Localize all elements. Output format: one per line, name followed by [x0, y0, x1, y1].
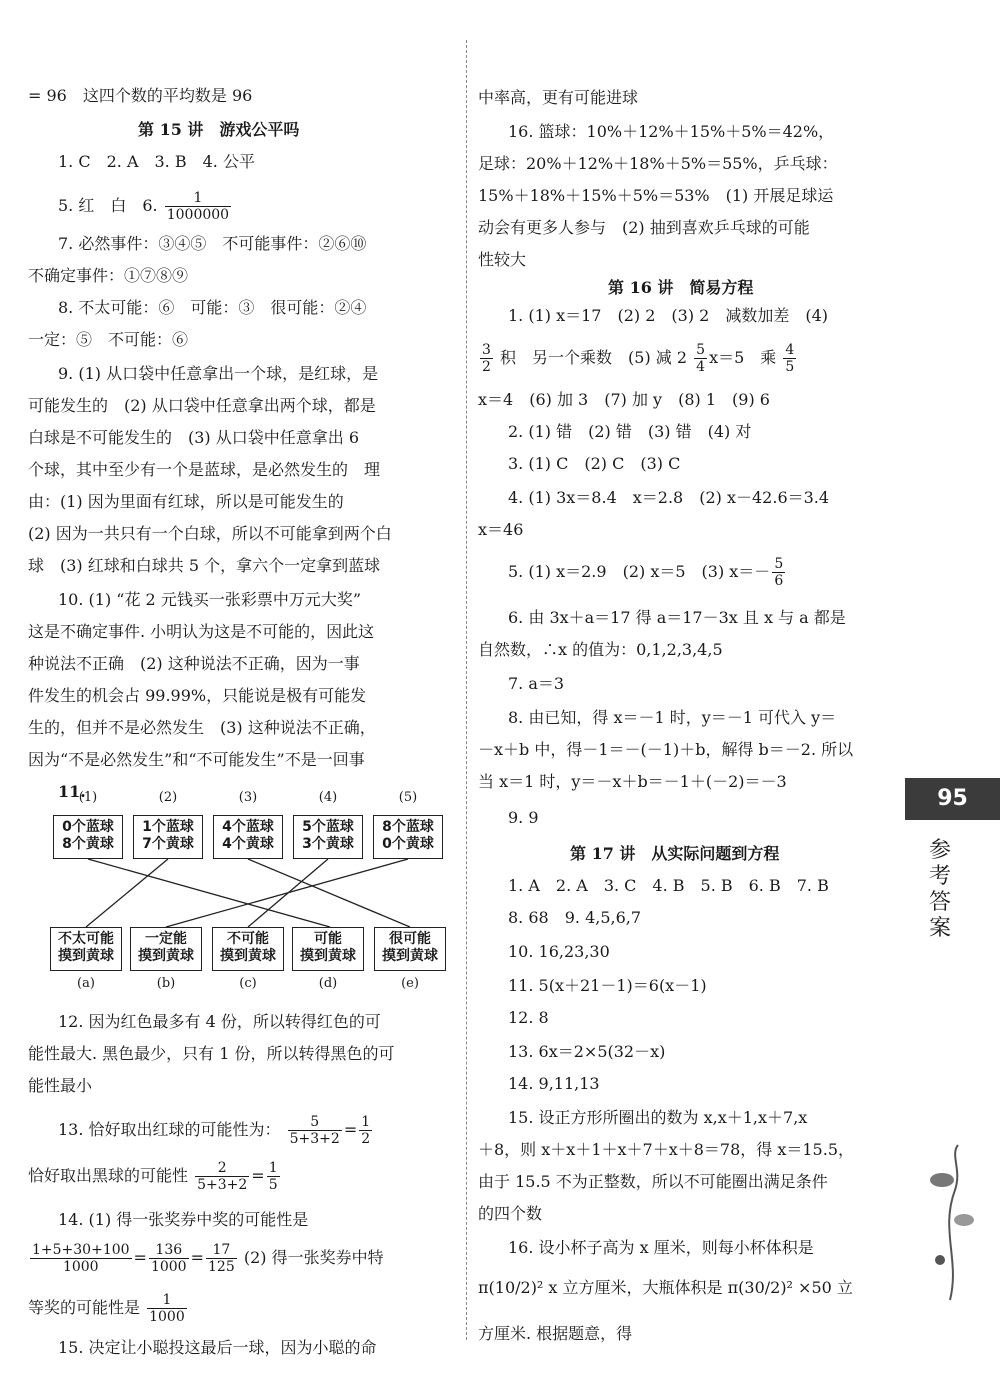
answer-13b [28, 1160, 282, 1193]
top-label: (1) [78, 790, 98, 805]
connector-2-a [86, 859, 168, 927]
bottom-box [50, 927, 122, 971]
top-label: (5) [398, 790, 418, 805]
numerator: 1 [268, 1160, 278, 1176]
side-label: 参考答案 [928, 838, 951, 941]
bottom-label: (b) [156, 976, 176, 991]
fraction [772, 556, 785, 589]
numerator: 1 [361, 1114, 371, 1130]
answer-10d: 件发生的机会占 99.99%，只能说是极有可能发 [28, 686, 367, 705]
bottom-label: (d) [318, 976, 338, 991]
answer-c15b: ＋8，则 x＋x＋1＋x＋7＋x＋8＝78，得 x＝15.5， [478, 1140, 854, 1159]
answer-9e: 由：(1) 因为里面有红球，所以是可能发生的 [28, 492, 344, 511]
answer-c11: 11. 5(x＋21－1)＝6(x－1) [508, 976, 707, 995]
answer-13a [58, 1114, 374, 1147]
answer-16b: 足球：20%＋12%＋18%＋5%＝55%，乒乓球： [478, 154, 838, 173]
box-line: 3个黄球 [302, 836, 354, 852]
box-line: 1个蓝球 [142, 819, 194, 835]
answer-9g: 球 (3) 红球和白球共 5 个，拿六个一定拿到蓝球 [28, 556, 381, 575]
answer-c10: 10. 16,23,30 [508, 942, 610, 961]
denominator: 5 [785, 359, 795, 375]
answer-12c: 能性最小 [28, 1076, 93, 1095]
equals: = [190, 1248, 204, 1267]
box-line: 摸到黄球 [58, 948, 114, 964]
fraction [267, 1160, 280, 1193]
top-box [213, 815, 283, 859]
answer-text: 等奖的可能性是 [28, 1298, 141, 1317]
answer-text: 积 另一个乘数 (5) 减 2 [500, 348, 688, 367]
answer-c15c: 由于 15.5 不为正整数，所以不可能圈出满足条件 [478, 1172, 828, 1191]
equals: = [343, 1120, 358, 1139]
fraction [206, 1242, 237, 1275]
fraction [147, 1292, 187, 1325]
box-line: 不可能 [227, 931, 269, 947]
box-line: 可能 [314, 931, 342, 947]
answer-c1: 1. A 2. A 3. C 4. B 5. B 6. B 7. B [508, 876, 829, 895]
answer-b8b: －x＋b 中，得－1＝－(－1)＋b，解得 b＝－2. 所以 [478, 740, 854, 759]
answer-b6b: 自然数，∴x 的值为：0,1,2,3,4,5 [478, 640, 723, 659]
fraction [195, 1160, 249, 1193]
answer-10a: 10. (1) “花 2 元钱买一张彩票中万元大奖” [58, 590, 361, 609]
connector-5-b [166, 859, 408, 927]
answer-c16a: 16. 设小杯子高为 x 厘米，则每小杯体积是 [508, 1238, 814, 1257]
answer-8b: 一定：⑤ 不可能：⑥ [28, 330, 189, 349]
top-label: (2) [158, 790, 178, 805]
box-line: 一定能 [145, 931, 187, 947]
top-box [53, 815, 123, 859]
top-box [373, 815, 443, 859]
box-line: 不太可能 [58, 931, 114, 947]
answer-b8a: 8. 由已知，得 x＝－1 时，y＝－1 可代入 y＝ [508, 708, 837, 727]
page-number-tab: 95 [905, 778, 1000, 820]
answer-14a: 14. (1) 得一张奖券中奖的可能性是 [58, 1210, 309, 1229]
box-line: 4个蓝球 [222, 819, 274, 835]
equals: = [251, 1166, 265, 1185]
answer-16c: 15%＋18%＋15%＋5%＝53% (1) 开展足球运 [478, 186, 834, 205]
denominator: 2 [361, 1131, 371, 1147]
answer-b1a: 1. (1) x＝17 (2) 2 (3) 2 减数加差 (4) [508, 306, 829, 325]
numerator: 1 [147, 1292, 187, 1309]
section-title-15: 第 15 讲 游戏公平吗 [138, 120, 300, 139]
answer-c13: 13. 6x＝2×5(32－x) [508, 1042, 666, 1061]
denominator: 5+3+2 [197, 1177, 248, 1193]
answer-b3: 3. (1) C (2) C (3) C [508, 454, 681, 473]
box-line: 很可能 [389, 931, 431, 947]
answer-b1b [478, 342, 798, 375]
numerator: 1+5+30+100 [32, 1242, 130, 1258]
answer-8a: 8. 不太可能：⑥ 可能：③ 很可能：②④ [58, 298, 367, 317]
top-label: (3) [238, 790, 258, 805]
answer-9a: 9. (1) 从口袋中任意拿出一个球，是红球，是 [58, 364, 379, 383]
numerator: 5 [696, 342, 706, 358]
numerator: 1 [165, 190, 231, 207]
denominator: 4 [696, 359, 706, 375]
answer-10b: 这是不确定事件. 小明认为这是不可能的，因此这 [28, 622, 375, 641]
fraction [165, 190, 231, 223]
answer-9f: (2) 因为一共只有一个白球，所以不可能拿到两个白 [28, 524, 392, 543]
numerator: 2 [195, 1160, 249, 1177]
box-line: 5个蓝球 [302, 819, 354, 835]
answer-10f: 因为“不是必然发生”和“不可能发生”不是一回事 [28, 750, 365, 769]
answer-1-4: 1. C 2. A 3. B 4. 公平 [58, 152, 255, 171]
answer-10c: 种说法不正确 (2) 这种说法不正确，因为一事 [28, 654, 360, 673]
numerator: 4 [785, 342, 795, 358]
fraction [359, 1114, 372, 1147]
answer-5-6 [58, 190, 233, 223]
fraction [288, 1114, 342, 1147]
top-label: (4) [318, 790, 338, 805]
equals: = [133, 1248, 147, 1267]
answer-c14: 14. 9,11,13 [508, 1074, 600, 1093]
answer-16a: 16. 篮球：10%＋12%＋15%＋5%＝42%， [508, 122, 835, 141]
answer-c12: 12. 8 [508, 1008, 549, 1027]
bottom-box [212, 927, 284, 971]
denominator: 6 [774, 573, 784, 589]
answer-b2: 2. (1) 错 (2) 错 (3) 错 (4) 对 [508, 422, 752, 441]
answer-b1c: x＝4 (6) 加 3 (7) 加 y (8) 1 (9) 6 [478, 390, 770, 409]
numerator: 3 [482, 342, 491, 358]
answer-11: 11. [58, 782, 86, 801]
answer-c15d: 的四个数 [478, 1204, 543, 1223]
box-line: 摸到黄球 [138, 948, 194, 964]
box-line: 7个黄球 [142, 836, 194, 852]
answer-b7: 7. a＝3 [508, 674, 565, 693]
numerator: 17 [206, 1242, 237, 1259]
denominator: 1000 [149, 1309, 185, 1325]
bottom-box [130, 927, 202, 971]
box-line: 摸到黄球 [382, 948, 438, 964]
answer-text: 5. 红 白 6. [58, 196, 158, 215]
denominator: 5 [268, 1177, 278, 1193]
answer-12a: 12. 因为红色最多有 4 份，所以转得红色的可 [58, 1012, 381, 1031]
box-line: 4个黄球 [222, 836, 274, 852]
fraction [694, 342, 707, 375]
answer-10e: 生的，但并不是必然发生 (3) 这种说法不正确， [28, 718, 376, 737]
denominator: 1000 [62, 1259, 99, 1275]
answer-b6a: 6. 由 3x＋a＝17 得 a＝17－3x 且 x 与 a 都是 [508, 608, 846, 627]
bottom-box [374, 927, 446, 971]
fraction [783, 342, 796, 375]
flower-decoration-icon [920, 1140, 980, 1310]
bottom-label: (e) [401, 976, 419, 991]
answer-b8c: 当 x＝1 时，y＝－x＋b＝－1＋(－2)＝－3 [478, 772, 787, 791]
box-line: 8个黄球 [62, 836, 114, 852]
answer-c8: 8. 68 9. 4,5,6,7 [508, 908, 642, 927]
top-box [133, 815, 203, 859]
fraction [149, 1242, 189, 1275]
connector-3-e [248, 859, 410, 927]
line: 中率高，更有可能进球 [478, 88, 639, 107]
bottom-label: (a) [77, 976, 95, 991]
top-box [293, 815, 363, 859]
numerator: 5 [288, 1114, 342, 1131]
bottom-label: (c) [239, 976, 257, 991]
box-line: 0个蓝球 [62, 819, 114, 835]
fraction [30, 1242, 132, 1275]
answer-12b: 能性最大. 黑色最少，只有 1 份，所以转得黑色的可 [28, 1044, 395, 1063]
answer-b9: 9. 9 [508, 808, 539, 827]
answer-7a: 7. 必然事件：③④⑤ 不可能事件：②⑥⑩ [58, 234, 367, 253]
box-line: 摸到黄球 [300, 948, 356, 964]
answer-text: (2) 得一张奖券中特 [243, 1248, 384, 1267]
answer-16e: 性较大 [478, 250, 527, 269]
answer-7b: 不确定事件：①⑦⑧⑨ [28, 266, 189, 285]
connector-1-d [88, 859, 330, 927]
answer-text: 恰好取出黑球的可能性 [28, 1166, 189, 1185]
line: = 96 这四个数的平均数是 96 [28, 86, 253, 105]
answer-14b [28, 1242, 384, 1275]
answer-16d: 动会有更多人参与 (2) 抽到喜欢乒乓球的可能 [478, 218, 810, 237]
denominator: 125 [208, 1259, 235, 1275]
denominator: 1000 [150, 1259, 187, 1275]
answer-c16b: π(10/2)² x 立方厘米，大瓶体积是 π(30/2)² ×50 立 [478, 1278, 853, 1297]
answer-text: x＝5 乘 [709, 348, 777, 367]
column-divider [466, 40, 467, 1340]
section-title-17: 第 17 讲 从实际问题到方程 [570, 844, 780, 863]
fraction [480, 342, 493, 375]
answer-9c: 白球是不可能发生的 (3) 从口袋中任意拿出 6 [28, 428, 360, 447]
denominator: 5+3+2 [289, 1131, 340, 1147]
answer-9b: 可能发生的 (2) 从口袋中任意拿出两个球，都是 [28, 396, 376, 415]
answer-b4b: x＝46 [478, 520, 524, 539]
bottom-box [292, 927, 364, 971]
box-line: 0个黄球 [382, 836, 434, 852]
answer-b5 [508, 556, 787, 589]
denominator: 1000000 [166, 207, 230, 223]
answer-14c [28, 1292, 189, 1325]
denominator: 2 [482, 359, 491, 375]
answer-c16c: 方厘米. 根据题意，得 [478, 1324, 633, 1343]
answer-c15a: 15. 设正方形所圈出的数为 x,x＋1,x＋7,x [508, 1108, 808, 1127]
section-title-16: 第 16 讲 简易方程 [608, 278, 754, 297]
numerator: 136 [149, 1242, 189, 1259]
numerator: 5 [774, 556, 784, 572]
answer-text: 5. (1) x＝2.9 (2) x＝5 (3) x＝－ [508, 562, 771, 581]
box-line: 摸到黄球 [220, 948, 276, 964]
answer-9d: 个球，其中至少有一个是蓝球，是必然发生的 理 [28, 460, 381, 479]
answer-text: 13. 恰好取出红球的可能性为： [58, 1120, 281, 1139]
box-line: 8个蓝球 [382, 819, 434, 835]
answer-15: 15. 决定让小聪投这最后一球，因为小聪的命 [58, 1338, 377, 1357]
answer-b4a: 4. (1) 3x＝8.4 x＝2.8 (2) x－42.6＝3.4 [508, 488, 830, 507]
